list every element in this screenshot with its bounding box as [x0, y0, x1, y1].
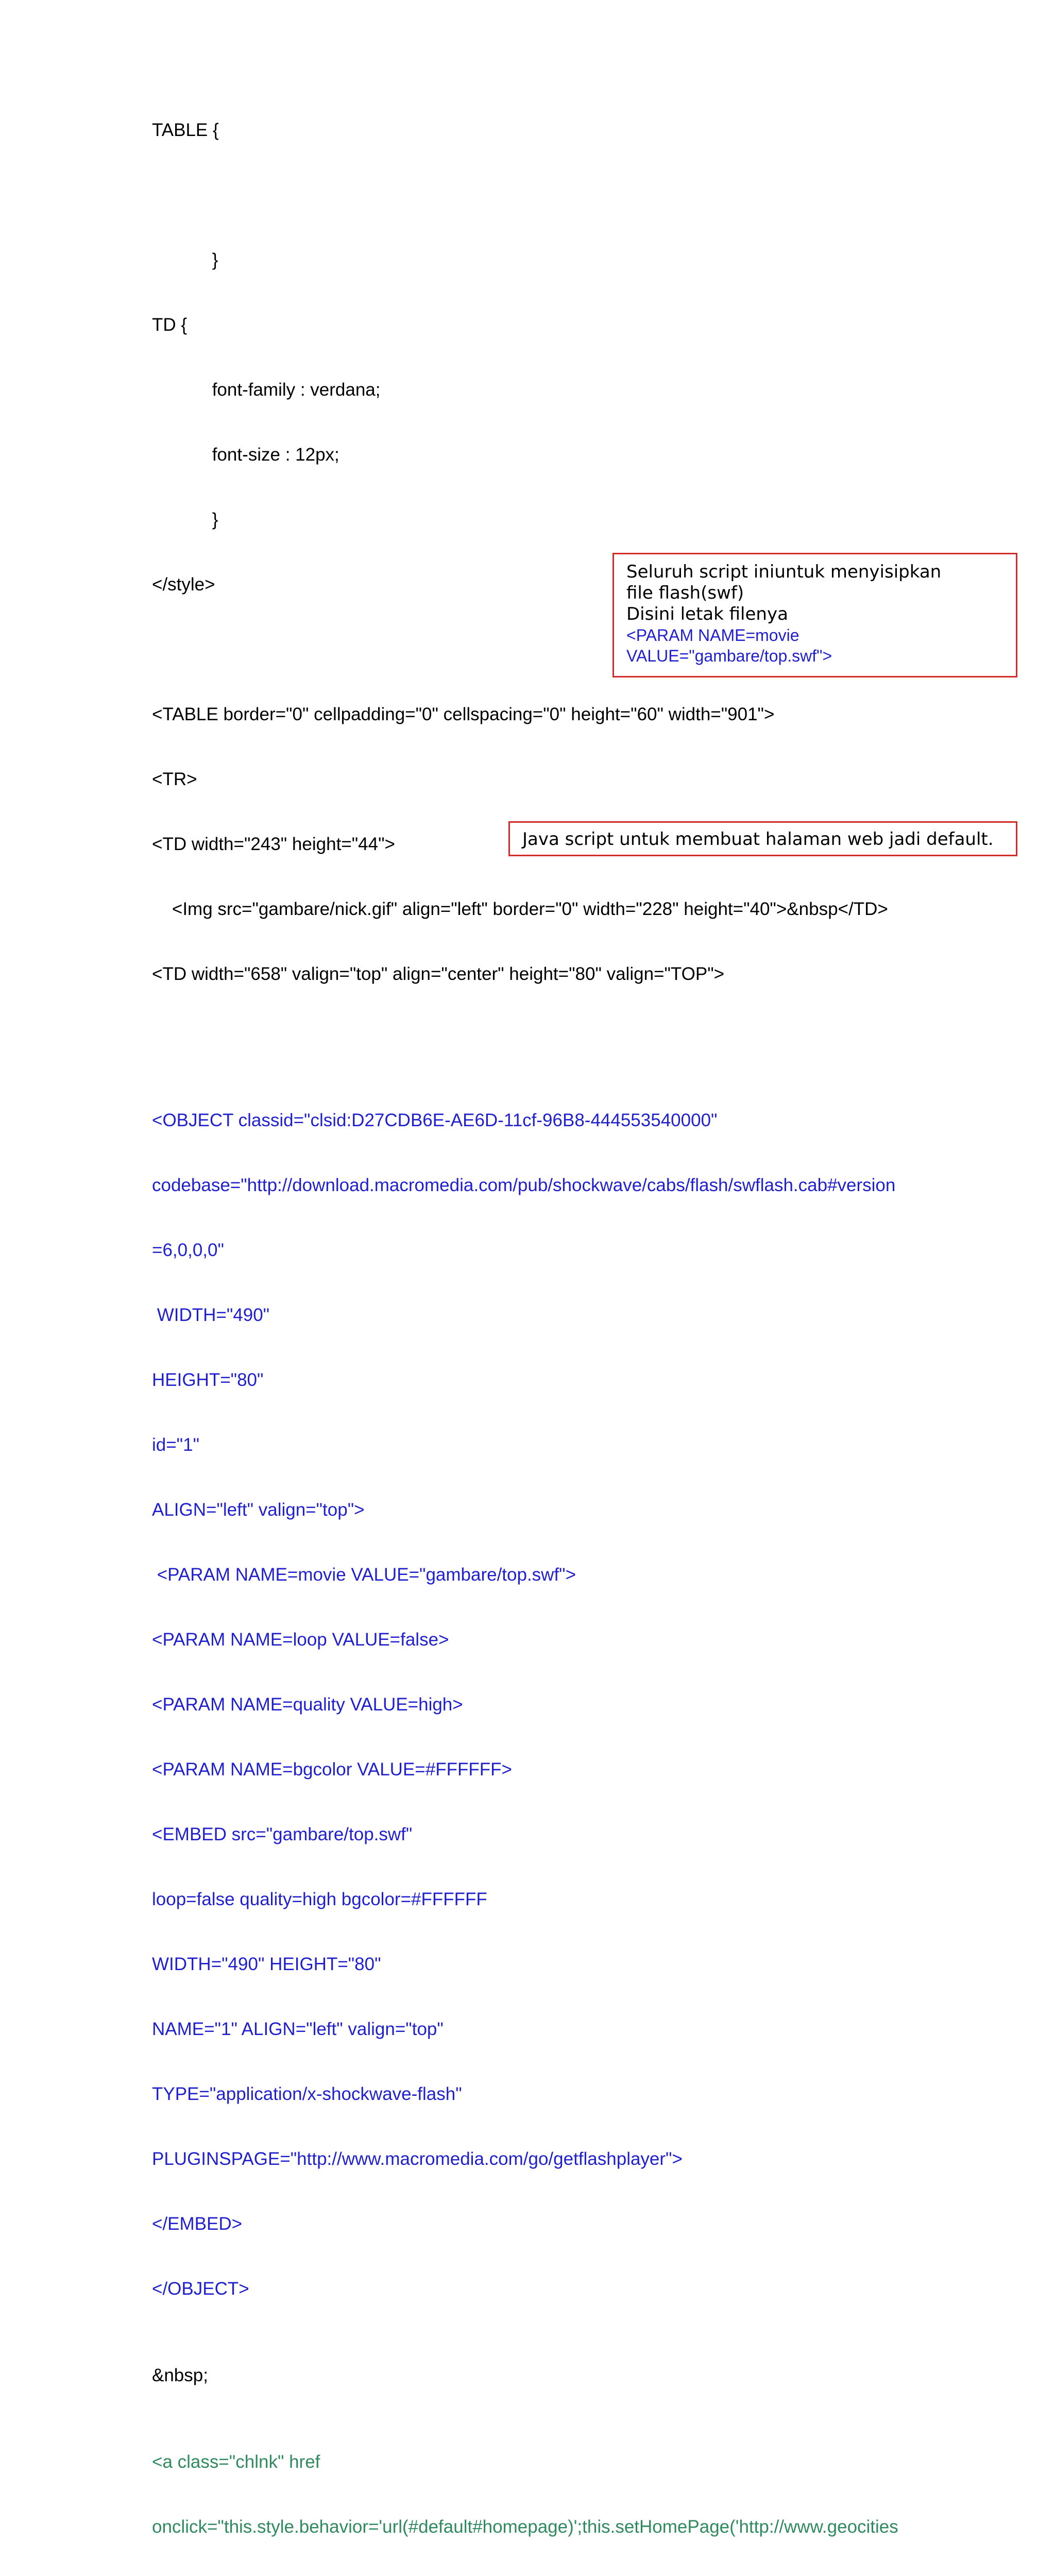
- object-code-line: WIDTH="490": [152, 1305, 270, 1325]
- code-line: font-family : verdana;: [152, 380, 381, 400]
- object-code-line: <PARAM NAME=movie VALUE="gambare/top.swf">: [152, 1565, 576, 1585]
- code-line: TD {: [152, 315, 188, 335]
- code-line: <TD width="658" valign="top" align="center" height="80" valign="TOP">: [152, 964, 725, 984]
- code-line: }: [152, 250, 218, 270]
- object-code-line: id="1": [152, 1435, 199, 1455]
- link-code-line: onclick="this.style.behavior='url(#default#homepage)';this.setHomePage('http://www.geocities: [152, 2517, 898, 2537]
- annotation-text: file flash(swf): [626, 583, 744, 603]
- object-code-line: <PARAM NAME=loop VALUE=false>: [152, 1630, 449, 1650]
- object-code-line: WIDTH="490" HEIGHT="80": [152, 1954, 381, 1974]
- code-line: }: [152, 510, 218, 530]
- javascript-annotation-box: [508, 821, 1017, 856]
- link-code-line: <a class="chlnk" href: [152, 2452, 320, 2472]
- nbsp-line: &nbsp;: [152, 2365, 208, 2385]
- object-code-line: <OBJECT classid="clsid:D27CDB6E-AE6D-11cf-96B8-444553540000": [152, 1110, 718, 1130]
- annotation-code: VALUE="gambare/top.swf">: [626, 647, 832, 665]
- annotation-text: Seluruh script iniuntuk menyisipkan: [626, 562, 942, 582]
- object-code-line: </OBJECT>: [152, 2279, 249, 2299]
- object-code-line: <PARAM NAME=bgcolor VALUE=#FFFFFF>: [152, 1759, 512, 1780]
- code-line: <TR>: [152, 769, 197, 789]
- code-listing: [152, 76, 898, 2576]
- object-code-line: PLUGINSPAGE="http://www.macromedia.com/go/getflashplayer">: [152, 2149, 683, 2169]
- flash-annotation-box: [612, 553, 1017, 677]
- annotation-text: Java script untuk membuat halaman web jadi default.: [522, 829, 994, 850]
- code-line: <TD width="243" height="44">: [152, 834, 395, 854]
- code-line: </style>: [152, 574, 215, 595]
- object-code-line: codebase="http://download.macromedia.com/pub/shockwave/cabs/flash/swflash.cab#version: [152, 1175, 896, 1195]
- object-code-line: NAME="1" ALIGN="left" valign="top": [152, 2019, 444, 2039]
- object-code-line: ALIGN="left" valign="top">: [152, 1500, 365, 1520]
- code-line: <TABLE border="0" cellpadding="0" cellspacing="0" height="60" width="901">: [152, 704, 775, 724]
- annotation-text: Disini letak filenya: [626, 604, 788, 624]
- code-line: font-size : 12px;: [152, 445, 339, 465]
- object-code-line: HEIGHT="80": [152, 1370, 264, 1390]
- object-code-line: =6,0,0,0": [152, 1240, 224, 1260]
- code-line: <Img src="gambare/nick.gif" align="left" border="0" width="228" height="40">&nbsp</TD>: [152, 899, 888, 919]
- object-code-line: <PARAM NAME=quality VALUE=high>: [152, 1694, 463, 1715]
- spacer: [152, 1028, 898, 1045]
- object-code-line: <EMBED src="gambare/top.swf": [152, 1824, 413, 1844]
- code-line: TABLE {: [152, 120, 219, 140]
- object-code-line: loop=false quality=high bgcolor=#FFFFFF: [152, 1889, 487, 1909]
- annotation-code: <PARAM NAME=movie: [626, 626, 799, 645]
- object-code-line: </EMBED>: [152, 2214, 243, 2234]
- object-code-line: TYPE="application/x-shockwave-flash": [152, 2084, 462, 2104]
- code-line: [152, 184, 898, 206]
